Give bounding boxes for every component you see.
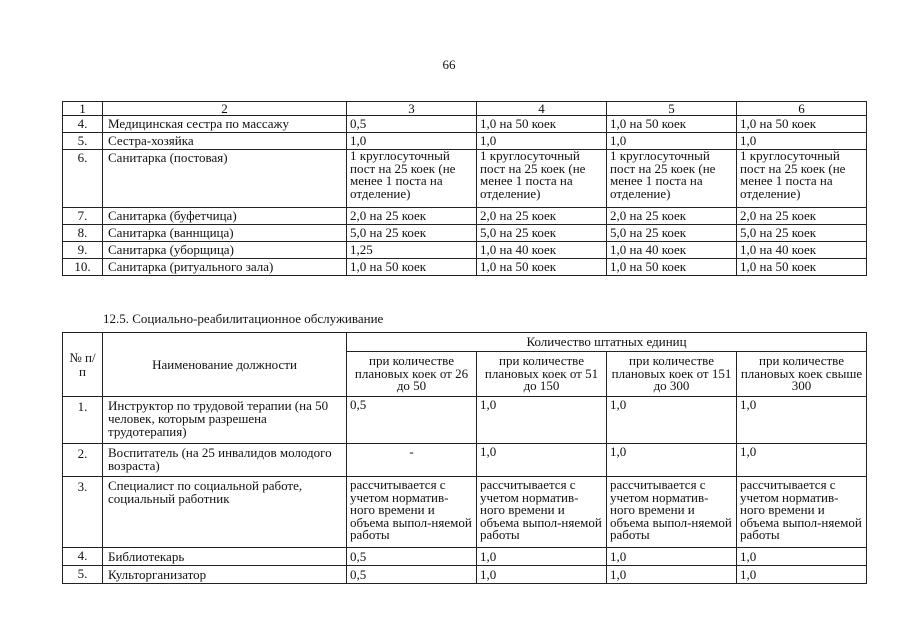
staff-value: 1,0 (607, 444, 737, 477)
staff-value: 2,0 на 25 коек (607, 208, 737, 225)
staff-value: 1,0 (737, 566, 867, 584)
staff-value: 1,0 (477, 548, 607, 566)
position-name: Культорганизатор (103, 566, 347, 584)
row-number: 5. (63, 566, 103, 584)
table-row (63, 259, 867, 276)
staff-value: 1 круглосуточный пост на 25 коек (не менее 1 поста на отделение) (477, 150, 607, 208)
staff-value: 1,0 (347, 133, 477, 150)
staff-units-group-header: Количество штатных единиц (347, 333, 867, 352)
table-row (63, 242, 867, 259)
staff-value: 1,0 (607, 133, 737, 150)
bed-range-header: при количестве плановых коек свыше 300 (737, 352, 867, 397)
social-rehabilitation-table (62, 332, 867, 584)
staff-value: 0,5 (347, 548, 477, 566)
staff-value: 1,0 на 50 коек (607, 259, 737, 276)
row-number: 2. (63, 444, 103, 477)
table-row (63, 116, 867, 133)
bed-range-header: при количестве плановых коек от 51 до 150 (477, 352, 607, 397)
staff-value: 1,0 (477, 444, 607, 477)
row-number: 9. (63, 242, 103, 259)
staff-value: 1,0 на 50 коек (477, 116, 607, 133)
staff-value: 5,0 на 25 коек (347, 225, 477, 242)
staff-value: рассчитывается с учетом норматив-ного времени и объема выпол-няемой работы (477, 477, 607, 548)
column-number: 2 (103, 102, 347, 116)
table-row (63, 208, 867, 225)
position-name: Санитарка (ваннщица) (103, 225, 347, 242)
table-row (63, 444, 867, 477)
table-row (63, 566, 867, 584)
staff-value: 2,0 на 25 коек (737, 208, 867, 225)
staff-value: 5,0 на 25 коек (477, 225, 607, 242)
staff-value: 1,0 (607, 566, 737, 584)
table-row (63, 225, 867, 242)
staff-value: 1,0 на 50 коек (737, 259, 867, 276)
row-number: 6. (63, 150, 103, 208)
staff-value: 1,0 на 40 коек (607, 242, 737, 259)
staff-value: 1,0 (737, 133, 867, 150)
position-column-header: Наименование должности (103, 333, 347, 397)
number-column-header: № п/п (63, 333, 103, 397)
row-number: 4. (63, 116, 103, 133)
staff-value: рассчитывается с учетом норматив-ного времени и объема выпол-няемой работы (607, 477, 737, 548)
bed-range-header: при количестве плановых коек от 26 до 50 (347, 352, 477, 397)
staff-value: 1,0 (477, 566, 607, 584)
position-name: Медицинская сестра по массажу (103, 116, 347, 133)
table-row (63, 150, 867, 208)
position-name: Библиотекарь (103, 548, 347, 566)
staff-value: 2,0 на 25 коек (477, 208, 607, 225)
position-name: Санитарка (ритуального зала) (103, 259, 347, 276)
staff-value: 1,0 (737, 548, 867, 566)
bed-range-header: при количестве плановых коек от 151 до 300 (607, 352, 737, 397)
table-row (63, 133, 867, 150)
position-name: Санитарка (буфетчица) (103, 208, 347, 225)
row-number: 4. (63, 548, 103, 566)
row-number: 1. (63, 397, 103, 444)
staff-value: 1,0 на 50 коек (607, 116, 737, 133)
staff-value: рассчитывается с учетом норматив-ного времени и объема выпол-няемой работы (737, 477, 867, 548)
page-number: 66 (442, 57, 456, 72)
staff-value: 1,0 (737, 444, 867, 477)
staff-value: 1,0 на 50 коек (737, 116, 867, 133)
staff-value: 1,0 (477, 133, 607, 150)
staff-value: 1,0 на 40 коек (737, 242, 867, 259)
column-number-row (63, 102, 867, 116)
staff-value: 1,0 на 50 коек (347, 259, 477, 276)
staff-value: 1,0 (737, 397, 867, 444)
staff-value: 1,0 (607, 548, 737, 566)
row-number: 10. (63, 259, 103, 276)
table-row (63, 548, 867, 566)
staff-value: 2,0 на 25 коек (347, 208, 477, 225)
staff-value: 0,5 (347, 566, 477, 584)
column-number: 1 (63, 102, 103, 116)
staff-value: 1,0 (607, 397, 737, 444)
section-title: 12.5. Социально-реабилитационное обслуживание (103, 311, 384, 326)
staff-value: 5,0 на 25 коек (737, 225, 867, 242)
position-name: Специалист по социальной работе, социальный работник (103, 477, 347, 548)
staffing-table-continued (62, 101, 867, 276)
column-number: 4 (477, 102, 607, 116)
staff-value: 5,0 на 25 коек (607, 225, 737, 242)
row-number: 5. (63, 133, 103, 150)
staff-value: 1,0 на 50 коек (477, 259, 607, 276)
table-row (63, 397, 867, 444)
position-name: Санитарка (уборщица) (103, 242, 347, 259)
staff-value: 1,0 на 40 коек (477, 242, 607, 259)
column-number: 3 (347, 102, 477, 116)
column-number: 6 (737, 102, 867, 116)
position-name: Сестра-хозяйка (103, 133, 347, 150)
staff-value: 1,0 (477, 397, 607, 444)
staff-value: 1,25 (347, 242, 477, 259)
row-number: 3. (63, 477, 103, 548)
position-name: Инструктор по трудовой терапии (на 50 человек, которым разрешена трудотерапия) (103, 397, 347, 444)
position-name: Воспитатель (на 25 инвалидов молодого возраста) (103, 444, 347, 477)
row-number: 8. (63, 225, 103, 242)
staff-value: рассчитывается с учетом норматив-ного времени и объема выпол-няемой работы (347, 477, 477, 548)
column-number: 5 (607, 102, 737, 116)
staff-value: 1 круглосуточный пост на 25 коек (не менее 1 поста на отделение) (607, 150, 737, 208)
row-number: 7. (63, 208, 103, 225)
table-row (63, 477, 867, 548)
staff-value: 0,5 (347, 397, 477, 444)
staff-value: - (347, 444, 477, 477)
staff-value: 1 круглосуточный пост на 25 коек (не менее 1 поста на отделение) (737, 150, 867, 208)
staff-value: 1 круглосуточный пост на 25 коек (не менее 1 поста на отделение) (347, 150, 477, 208)
staff-value: 0,5 (347, 116, 477, 133)
position-name: Санитарка (постовая) (103, 150, 347, 208)
header-row (63, 333, 867, 352)
